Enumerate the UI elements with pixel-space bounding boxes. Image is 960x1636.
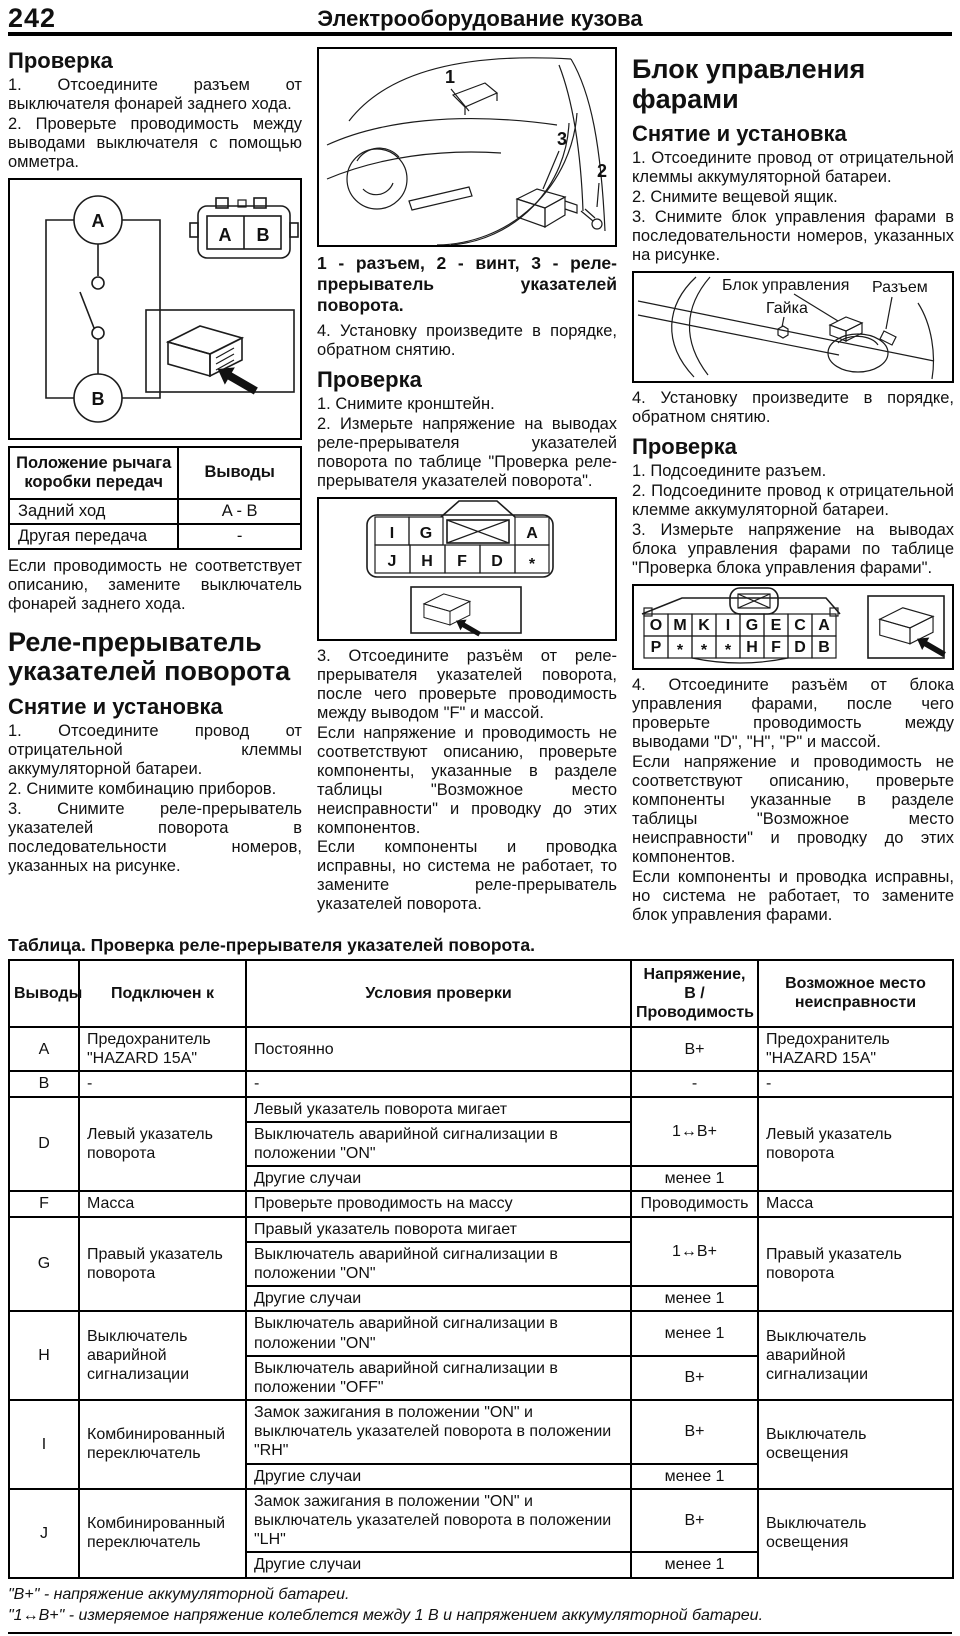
relay-connector-diagram <box>319 499 615 639</box>
pin-label: D <box>491 552 503 570</box>
pin-label: D <box>794 638 806 656</box>
callout-1: 1 <box>445 67 456 87</box>
pin-label: I <box>389 524 395 542</box>
cell-connected: Комбинированный переключатель <box>79 1400 246 1489</box>
relay-icon <box>868 596 948 661</box>
pin-label: I <box>725 616 731 634</box>
pin-label: H <box>746 638 758 656</box>
cell-value: менее 1 <box>631 1552 758 1577</box>
pin-label: * <box>700 641 708 659</box>
middle-column <box>317 41 617 926</box>
col-header: Возможное место неисправности <box>758 960 953 1028</box>
cell-condition: Выключатель аварийной сигнализации в положении "OFF" <box>246 1356 631 1400</box>
cell-terminal: F <box>9 1191 79 1216</box>
glovebox-illustration <box>634 273 952 381</box>
pin-label: G <box>419 524 433 542</box>
table-row <box>9 1097 953 1122</box>
cell-condition: Постоянно <box>246 1027 631 1071</box>
pin-label: O <box>649 616 663 634</box>
right-removal-step: 3. Снимите блок управления фарами в последовательности номеров, указанных на рисунке. <box>632 208 954 265</box>
turn-signal-relay-check-table <box>8 959 954 1579</box>
left-removal-step: 2. Снимите комбинацию приборов. <box>8 779 277 798</box>
cell-connected: Левый указатель поворота <box>79 1097 246 1192</box>
arrow-icon <box>213 360 261 399</box>
car-interior-lines <box>327 58 608 245</box>
col-header: Выводы <box>9 960 79 1028</box>
cell-fault: Масса <box>758 1191 953 1216</box>
right-after-step: 4. Отсоедините разъём от блока управления фарами, после чего проверьте проводимость между выводами "D", "H", "P" и массой. <box>632 675 954 751</box>
mini-col-header: Выводы <box>178 447 301 499</box>
cell-fault: Правый указатель поворота <box>758 1217 953 1312</box>
right-removal-step: 1. Отсоедините провод от отрицательной клеммы аккумуляторной батареи. <box>632 149 954 187</box>
right-removal-step: 2. Снимите вещевой ящик. <box>632 188 838 207</box>
mini-cell: Другая передача <box>9 524 178 549</box>
cell-terminal: B <box>9 1071 79 1096</box>
pin-label: C <box>794 616 806 634</box>
cell-terminal: D <box>9 1097 79 1192</box>
pin-label: P <box>650 638 662 656</box>
table-row <box>9 1400 953 1464</box>
gear-position-table <box>8 446 302 550</box>
cell-condition: Другие случаи <box>246 1464 631 1489</box>
cell-value: менее 1 <box>631 1464 758 1489</box>
pin-label: F <box>771 638 781 656</box>
right-after-step: Если напряжение и проводимость не соответствуют описанию, проверьте компоненты указанные в разделе таблицы "Возможное место неисправности" и проводку до этих компонентов. <box>632 752 954 866</box>
right-after-step: Если компоненты и проводка исправны, но система не работает, то замените блок управления фарами. <box>632 867 954 924</box>
cell-fault: Предохранитель "HAZARD 15A" <box>758 1027 953 1071</box>
cell-condition: Замок зажигания в положении "ON" и выключатель указателей поворота в положении "LH" <box>246 1489 631 1553</box>
ohmmeter-circuit-diagram <box>10 180 300 438</box>
cell-connected: Комбинированный переключатель <box>79 1489 246 1578</box>
label-connector: Разъем <box>872 279 928 297</box>
relay-connector-figure <box>317 497 617 641</box>
col-header: Напряжение, В / Проводимость <box>631 960 758 1028</box>
cell-connected: Предохранитель "HAZARD 15A" <box>79 1027 246 1071</box>
cell-value: менее 1 <box>631 1311 758 1355</box>
footnote: "1↔B+" - измеряемое напряжение колеблется между 1 В и напряжением аккумуляторной батареи. <box>8 1607 764 1625</box>
pin-label: * <box>676 641 684 659</box>
callout-numbers <box>445 67 607 207</box>
table-row <box>9 1217 953 1242</box>
dashboard-relay-location-figure <box>317 47 617 247</box>
relay-icon <box>146 310 294 400</box>
callout-2: 2 <box>597 161 608 181</box>
pin-label: B <box>818 638 830 656</box>
middle-after-step: 3. Отсоедините разъём от реле-прерывателя указателей поворота, после чего проверьте проводимость между выводом "F" и массой. <box>317 646 617 722</box>
pin-label: F <box>457 552 467 570</box>
middle-check-step: 1. Снимите кронштейн. <box>317 394 495 413</box>
cell-fault: Выключатель аварийной сигнализации <box>758 1311 953 1400</box>
cell-connected: Масса <box>79 1191 246 1216</box>
terminal-b-label: B <box>91 388 105 409</box>
arrow-icon <box>453 615 483 639</box>
right-check-step: 2. Подсоедините провод к отрицательной клемме аккумуляторной батареи. <box>632 482 954 520</box>
left-step: 2. Проверьте проводимость между выводами выключателя с помощью омметра. <box>8 114 302 171</box>
table-row <box>9 499 301 524</box>
col-header: Условия проверки <box>246 960 631 1028</box>
right-step4: 4. Установку произведите в порядке, обратном снятию. <box>632 389 954 427</box>
cell-condition: Выключатель аварийной сигнализации в положении "ON" <box>246 1122 631 1166</box>
cell-terminal: A <box>9 1027 79 1071</box>
cell-condition: Правый указатель поворота мигает <box>246 1217 631 1242</box>
mini-cell: - <box>178 524 301 549</box>
cell-condition: Другие случаи <box>246 1552 631 1577</box>
right-check-step: 1. Подсоедините разъем. <box>632 462 827 481</box>
right-check-step: 3. Измерьте напряжение на выводах блока управления фарами по таблице "Проверка блока управления фарами". <box>632 521 954 577</box>
middle-check-step: 2. Измерьте напряжение на выводах реле-прерывателя указателей поворота по таблице "Проверка реле-прерывателя указателей поворота". <box>317 414 617 490</box>
cell-connected: Выключатель аварийной сигнализации <box>79 1311 246 1400</box>
cell-condition: Проверьте проводимость на массу <box>246 1191 631 1216</box>
pin-label: K <box>698 616 710 634</box>
pin-label: E <box>770 616 782 634</box>
footnote: "B+" - напряжение аккумуляторной батареи. <box>8 1585 350 1603</box>
table-header-row <box>9 960 953 1028</box>
section-title-headlight-control-unit: Блок управления фарами <box>632 54 866 114</box>
pin-label: J <box>387 552 397 570</box>
pin-label: A <box>526 524 538 542</box>
relay-icon <box>411 587 521 639</box>
left-removal-heading: Снятие и установка <box>8 694 223 720</box>
cell-terminal: I <box>9 1400 79 1489</box>
pin-label: G <box>745 616 759 634</box>
page-number: 242 <box>8 3 57 33</box>
connector-a-label: A <box>218 224 232 245</box>
cell-condition: Другие случаи <box>246 1286 631 1311</box>
pin-label: * <box>724 641 732 659</box>
label-control-unit: Блок управления <box>722 277 850 295</box>
cell-value: менее 1 <box>631 1166 758 1191</box>
left-step: 1. Отсоедините разъем от выключателя фонарей заднего хода. <box>8 76 302 113</box>
main-table-caption: Таблица. Проверка реле-прерывателя указателей поворота. <box>8 934 535 955</box>
table-row <box>9 1071 953 1096</box>
cell-connected: - <box>79 1071 246 1096</box>
cell-terminal: H <box>9 1311 79 1400</box>
mini-cell: A - B <box>178 499 301 524</box>
cell-condition: - <box>246 1071 631 1096</box>
connector-pinout <box>642 588 840 663</box>
table-row <box>9 524 301 549</box>
right-removal-heading: Снятие и установка <box>632 121 847 147</box>
mini-cell: Задний ход <box>9 499 178 524</box>
middle-step4: 4. Установку произведите в порядке, обратном снятию. <box>317 322 617 359</box>
relay-drawing <box>517 189 577 227</box>
middle-after-step: Если напряжение и проводимость не соответствуют описанию, проверьте компоненты, указанные в разделе таблицы "Возможное место неисправности" и проводку до этих компонентов. <box>317 723 617 837</box>
cell-value: B+ <box>631 1027 758 1071</box>
cell-value: B+ <box>631 1489 758 1553</box>
dashboard-illustration <box>319 49 615 245</box>
right-check-heading: Проверка <box>632 434 737 460</box>
cell-value: Проводимость <box>631 1191 758 1216</box>
cell-value: менее 1 <box>631 1286 758 1311</box>
col-header: Подключен к <box>79 960 246 1028</box>
cell-condition: Замок зажигания в положении "ON" и выключатель указателей поворота в положении "RH" <box>246 1400 631 1464</box>
reversing-light-circuit-figure <box>8 178 302 440</box>
connector-b-label: B <box>256 224 270 245</box>
table-row <box>9 1489 953 1553</box>
middle-after-step: Если компоненты и проводка исправны, но система не работает, то замените реле-прерыватель указателей поворота. <box>317 838 617 914</box>
cell-connected: Правый указатель поворота <box>79 1217 246 1312</box>
connector-drawing <box>190 198 298 258</box>
left-removal-step: 1. Отсоедините провод от отрицательной клеммы аккумуляторной батареи. <box>8 722 302 778</box>
cell-fault: - <box>758 1071 953 1096</box>
cell-terminal: G <box>9 1217 79 1312</box>
mini-col-header: Положение рычага коробки передач <box>9 447 178 499</box>
pin-label: M <box>673 616 687 634</box>
left-removal-step: 3. Снимите реле-прерыватель указателей поворота в последовательности номеров, указанных на рисунке. <box>8 799 302 875</box>
page-title: Электрооборудование кузова <box>317 6 643 31</box>
figure-labels <box>722 277 928 329</box>
cell-value: - <box>631 1071 758 1096</box>
cell-condition: Левый указатель поворота мигает <box>246 1097 631 1122</box>
cell-value: B+ <box>631 1400 758 1464</box>
control-unit-location-figure <box>632 271 954 383</box>
left-check-heading: Проверка <box>8 48 113 73</box>
bottom-rule <box>8 1632 952 1636</box>
table-row <box>9 1311 953 1355</box>
right-column <box>632 41 954 926</box>
table-row <box>9 1191 953 1216</box>
unit-connector-diagram <box>634 586 952 668</box>
unit-connector-figure <box>632 584 954 670</box>
terminal-a-label: A <box>91 210 105 231</box>
cell-value: 1↔B+ <box>631 1217 758 1287</box>
section-title-turn-signal-relay: Реле-прерыватель указателей поворота <box>8 626 291 687</box>
cell-value: 1↔B+ <box>631 1097 758 1167</box>
cell-value: B+ <box>631 1356 758 1400</box>
cell-condition: Другие случаи <box>246 1166 631 1191</box>
cell-fault: Выключатель освещения <box>758 1489 953 1578</box>
arrow-icon <box>913 632 948 660</box>
screw-drawing <box>581 209 602 229</box>
callout-3: 3 <box>557 129 568 149</box>
cell-condition: Выключатель аварийной сигнализации в положении "ON" <box>246 1311 631 1355</box>
middle-check-heading: Проверка <box>317 366 422 392</box>
cell-condition: Выключатель аварийной сигнализации в положении "ON" <box>246 1242 631 1286</box>
connector-pinout <box>367 501 553 577</box>
figure-caption: 1 - разъем, 2 - винт, 3 - реле-прерыватель указателей поворота. <box>317 253 617 315</box>
pin-label: * <box>528 555 536 573</box>
cell-fault: Выключатель освещения <box>758 1400 953 1489</box>
pin-label: H <box>421 552 433 570</box>
left-note: Если проводимость не соответствует описанию, замените выключатель фонарей заднего хода. <box>8 556 302 613</box>
left-column <box>8 41 302 926</box>
circuit-loop <box>46 196 160 422</box>
content-columns <box>8 41 952 926</box>
label-nut: Гайка <box>766 300 808 318</box>
cell-fault: Левый указатель поворота <box>758 1097 953 1192</box>
table-row <box>9 1027 953 1071</box>
cell-terminal: J <box>9 1489 79 1578</box>
pin-label: A <box>818 616 830 634</box>
page-header <box>8 2 952 36</box>
